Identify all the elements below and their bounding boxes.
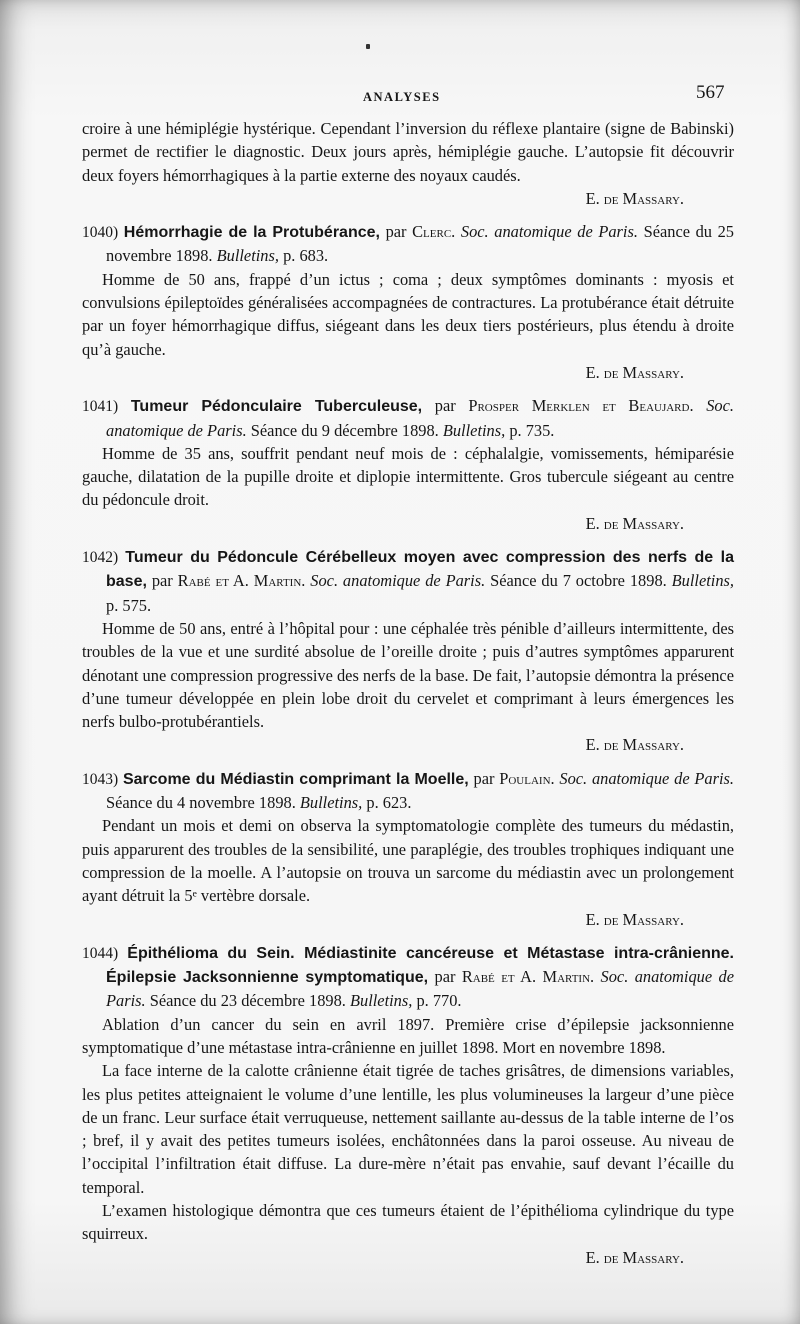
entry-abstract-paragraph [82,1013,734,1060]
entry-number: 1044) [82,944,119,962]
entry-number: 1042) [82,549,119,567]
entry-society: Soc. anatomique de Paris. [106,967,735,1011]
entry-authors: Clerc. [412,222,456,242]
entry-bulletins: Bulletins, [295,793,363,813]
entry-heading [82,394,734,442]
entry-par: par [428,967,462,987]
entry-heading [82,941,734,1013]
page-content [82,117,734,1269]
entry-abstract-paragraph [82,442,734,535]
analysis-entry [82,545,734,757]
entry-session: Séance du 4 novembre 1898. [106,793,296,813]
page-number: 567 [696,82,725,103]
entry-abstract-paragraph [82,268,734,384]
entry-authors: Rabé et A. Martin. [461,967,595,987]
entry-society: Soc. anatomique de Paris. [554,768,734,788]
signature-text: E. de Massary. [585,1247,684,1267]
intro-signature: E. de Massary. [585,188,684,208]
entry-page-ref: p. 735. [505,420,555,440]
entry-signature [82,908,734,931]
entry-signature [82,512,734,535]
intro-paragraph [82,117,734,210]
entry-heading [82,545,734,617]
entry-title: Tumeur Pédonculaire Tuberculeuse, [130,398,423,416]
entry-session: Séance du 23 décembre 1898. [145,991,346,1011]
entry-abstract-paragraph [82,814,734,930]
analysis-entry [82,767,734,931]
entry-session: Séance du 7 octobre 1898. [485,571,667,591]
entry-par: par [146,571,178,591]
abstract-text: Homme de 50 ans, entré à l’hôpital pour : une céphalée très pénible d’ailleurs intermittente, des troubles de la vue et une surdité absolue de l’oreille droite ; puis d’autres symptômes apparurent dénotant une compression progressive des nerfs de la base. De fait, l’autopsie démontra la présence d’une tumeur développée en plein lobe droit du cervelet et comprimant à leurs émergences les nerfs bulbo-protubérantiels. [82,618,734,732]
analysis-entry [82,394,734,535]
abstract-text: Homme de 50 ans, frappé d’un ictus ; coma ; deux symptômes dominants : myosis et convulsions épileptoïdes généralisées accompagnées de contractures. La protubérance était détruite par un foyer hémorrhagique diffus, siégeant dans les deux tiers postérieurs, plus étendu à droite qu’à gauche. [82,269,734,359]
entry-authors: Rabé et A. Martin. [177,571,306,591]
entry-page-ref: p. 575. [106,595,152,615]
entry-signature [82,361,734,384]
ink-speck [366,44,370,49]
entry-page-ref: p. 623. [362,793,412,813]
abstract-text: Ablation d’un cancer du sein en avril 1897. Première crise d’épilepsie jacksonnienne symptomatique d’une métastase intra-crânienne en juillet 1898. Mort en novembre 1898. [82,1014,734,1057]
entry-number: 1040) [82,224,119,242]
entry-abstract-paragraph [82,1199,734,1269]
entry-page-ref: p. 770. [412,991,462,1011]
abstract-text: La face interne de la calotte crânienne était tigrée de taches grisâtres, de dimensions variables, les plus petites atteignaient le volume d’une lentille, les plus volumineuses la largeur d’une pièce de un franc. Leur surface était verruqueuse, nettement saillante au-dessus de la table interne de l’os ; bref, il y avait des petites tumeurs isolées, enchâtonnées dans la paroi osseuse. Au niveau de l’occipital l’infiltration était diffuse. La dure-mère n’était pas envahie, sauf devant l’écaille du temporal. [82,1061,734,1197]
entry-heading [82,220,734,268]
entry-abstract-paragraph [82,1059,734,1199]
entry-authors: Poulain. [499,768,555,788]
abstract-text: Homme de 35 ans, souffrit pendant neuf mois de : céphalalgie, vomissements, hémiparésie gauche, dilatation de la pupille droite et diplopie intermittente. Gros tubercule siégeant au centre du pédoncule droit. [82,443,734,510]
entry-authors: Prosper Merklen et Beaujard. [468,396,694,416]
entry-number: 1043) [82,770,119,788]
entry-society: Soc. anatomique de Paris. [305,571,486,591]
signature-text: E. de Massary. [585,735,684,755]
entry-bulletins: Bulletins, [212,246,279,266]
entry-society: Soc. anatomique de Paris. [455,222,638,242]
entry-bulletins: Bulletins, [345,991,413,1011]
entry-title: Tumeur du Pédoncule Cérébelleux moyen avec compression des nerfs de la base, [106,549,735,591]
intro-text: croire à une hémiplégie hystérique. Cependant l’inversion du réflexe plantaire (signe de Babinski) permet de rectifier le diagnostic. Deux jours après, hémiplégie gauche. L’autopsie fit découvrir deux foyers hémorrhagiques à la partie externe des noyaux caudés. [82,119,734,185]
entry-par: par [422,396,469,416]
entry-heading [82,767,734,815]
entry-society: Soc. anatomique de Paris. [106,396,734,440]
entry-bulletins: Bulletins, [666,571,735,591]
entry-title: Hémorrhagie de la Protubérance, [123,224,380,242]
signature-text: E. de Massary. [585,513,684,533]
entry-par: par [379,222,413,242]
entry-session: Séance du 25 novembre 1898. [106,222,734,266]
signature-text: E. de Massary. [585,909,684,929]
entry-title: Sarcome du Médiastin comprimant la Moelle, [122,770,469,788]
entry-par: par [468,768,500,788]
signature-text: E. de Massary. [585,362,684,382]
analysis-entry [82,941,734,1269]
entry-session: Séance du 9 décembre 1898. [246,420,439,440]
abstract-text: L’examen histologique démontra que ces tumeurs étaient de l’épithélioma cylindrique du type squirreux. [82,1201,734,1244]
entry-title: Épithélioma du Sein. Médiastinite cancéreuse et Métastase intra-crânienne. Épilepsie Jacksonnienne symptomatique, [106,944,735,987]
entries-list [82,220,734,1269]
analysis-entry [82,220,734,384]
running-head: ANALYSES [363,90,441,104]
entry-page-ref: p. 683. [278,246,329,266]
entry-number: 1041) [82,398,119,416]
entry-signature [82,1246,734,1269]
entry-signature [82,733,734,756]
entry-abstract-paragraph [82,617,734,757]
abstract-text: Pendant un mois et demi on observa la symptomatologie complète des tumeurs du médastin, puis apparurent des troubles de la sensibilité, une paraplégie, des troubles trophiques indiquant une compression de la moelle. A l’autopsie on trouva un sarcome du médiastin avec un prolongement ayant détruit la 5ᵉ vertèbre dorsale. [82,816,734,906]
entry-bulletins: Bulletins, [438,420,506,440]
